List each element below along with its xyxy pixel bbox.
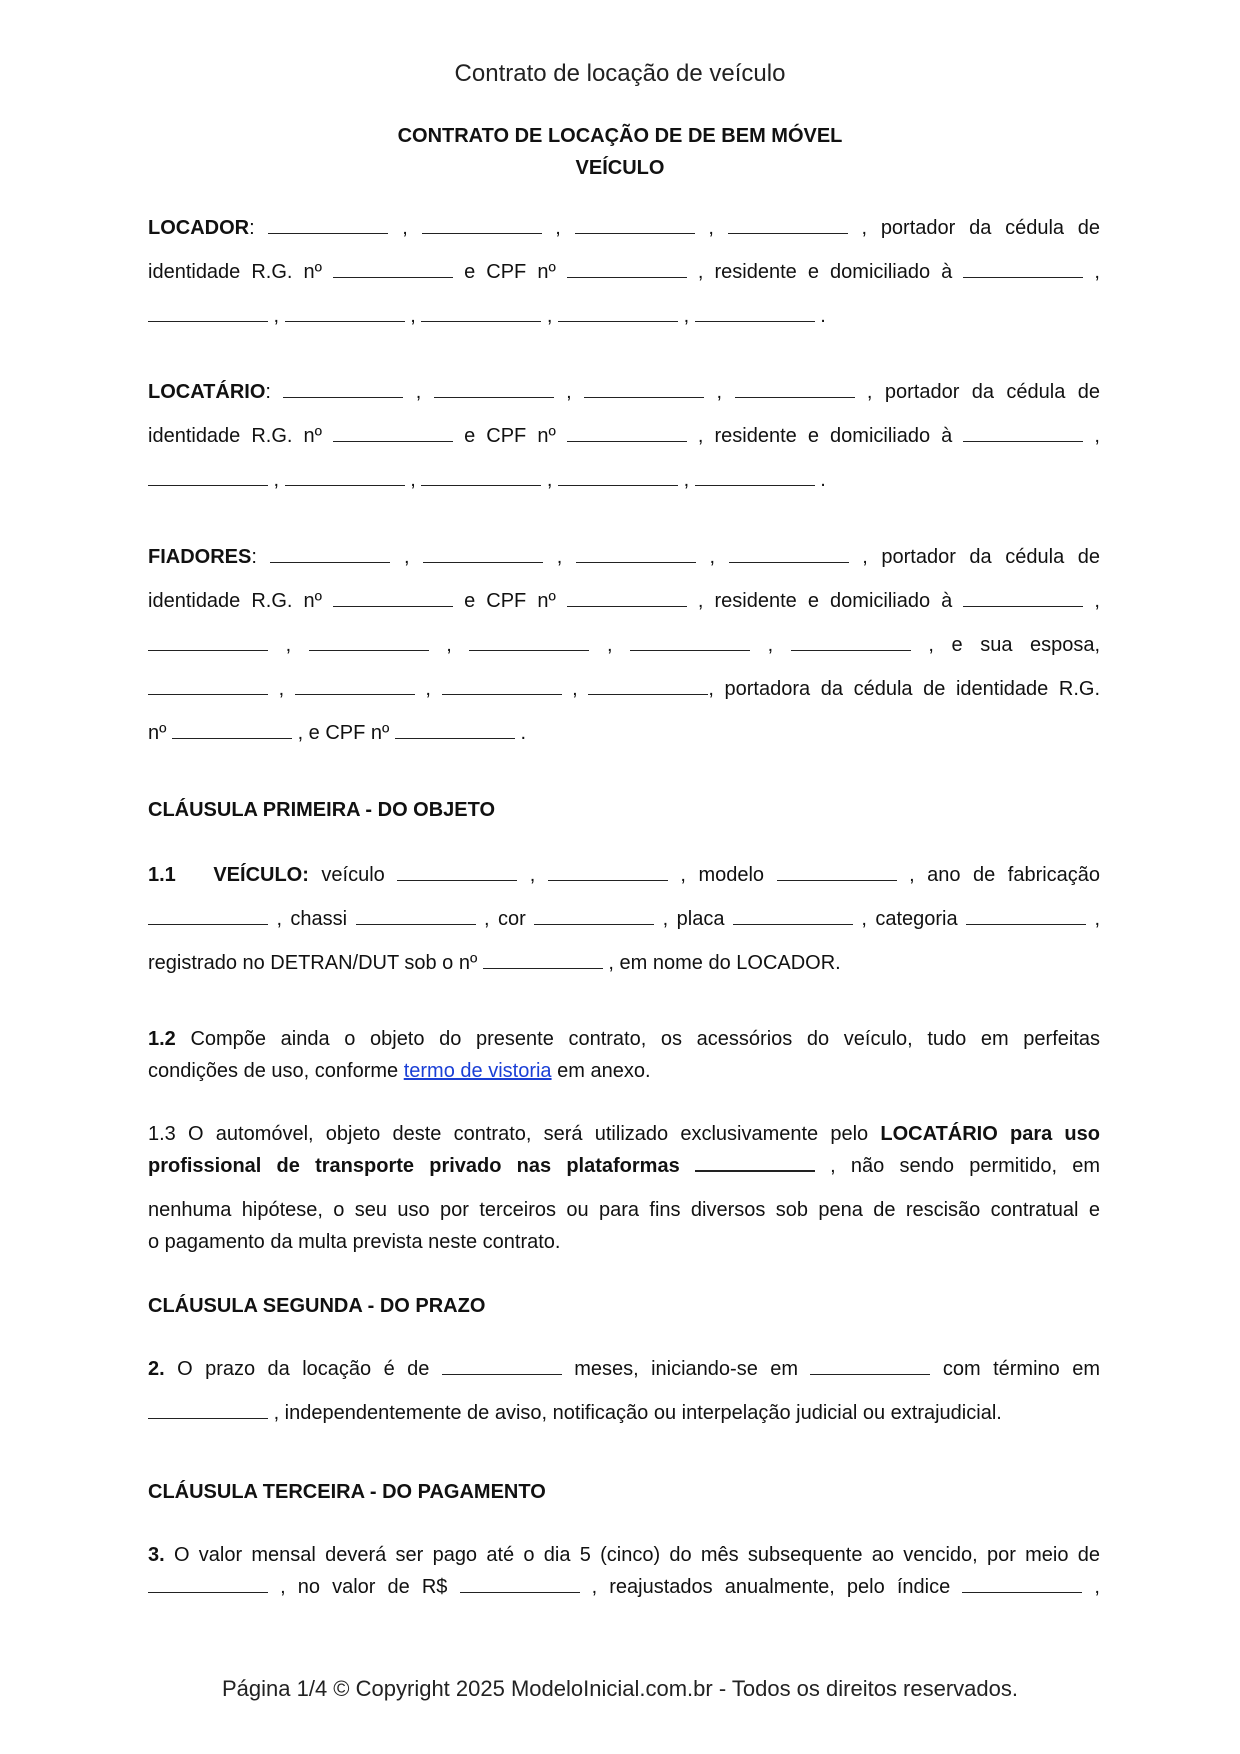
blank [356,908,476,925]
fiadores-line-4: , , , , portadora da cédula de identidade R.G. [148,675,1100,703]
text-segment: e CPF nº [464,261,556,283]
blank [966,908,1086,925]
blank [810,1358,930,1375]
locatario-line-1: LOCATÁRIO: , , , , portador da cédula de [148,381,1101,403]
clause-1-1-line-2 [148,905,1100,933]
blank [558,469,678,486]
clause-number: 3. [148,1544,165,1566]
text-segment: identidade R.G. nº [148,425,322,447]
termo-de-vistoria-link[interactable]: termo de vistoria [403,1060,552,1082]
blank [576,546,696,563]
text-segment: , [1094,1576,1100,1598]
text-segment: , independentemente de aviso, notificação ou interpelação judicial ou extrajudicial. [273,1402,1002,1424]
blank [567,590,687,607]
clause-1-3-line-1 [148,1120,1100,1148]
fiadores-line-1-tail: portador da cédula de [881,546,1101,568]
clause-1-1-line-3 [148,949,1100,977]
locador-line-3: , , , , . [148,302,1100,330]
blank [148,634,268,651]
text-segment: , [1094,261,1100,283]
clause-number: 1.2 [148,1028,176,1050]
blank [422,217,542,234]
clause-number: 2. [148,1358,165,1380]
text-segment: nº [148,722,167,744]
text-segment: meses, iniciando-se em [574,1358,799,1380]
blank [442,1358,562,1375]
blank [791,634,911,651]
blank [962,1576,1082,1593]
blank [584,381,704,398]
clause-1-2-line-1 [148,1025,1100,1053]
blank [558,305,678,322]
blank [333,590,453,607]
fiadores-line-3: , , , , , e sua esposa, [148,631,1100,659]
fiadores-label: FIADORES [148,546,252,568]
text-segment: , categoria [861,908,958,930]
title-line-2: VEÍCULO [575,157,665,179]
text-segment: identidade R.G. nº [148,261,322,283]
text-segment: e CPF nº [464,590,556,612]
title-line-1: CONTRATO DE LOCAÇÃO DE DE BEM MÓVEL [397,125,843,147]
text-segment: , cor [484,908,526,930]
locador-label: LOCADOR [148,217,250,239]
text-segment: profissional de transporte privado nas plataformas [148,1155,680,1177]
text-segment: . [520,722,527,744]
blank [148,305,268,322]
clause-number: 1.1 [148,864,176,886]
blank [728,217,848,234]
blank [630,634,750,651]
text-segment: , não sendo permitido, em [830,1155,1101,1177]
blank [434,381,554,398]
text-segment: , chassi [276,908,348,930]
blank [309,634,429,651]
blank [575,217,695,234]
locatario-line-1-tail: portador da cédula de [884,381,1101,403]
blank [148,1576,268,1593]
locador-line-1: LOCADOR: , , , , portador da cédula de [148,217,1101,239]
clause-1-3-line-3: nenhuma hipótese, o seu uso por terceiros ou para fins diversos sob pena de rescisão contratual e [148,1199,1100,1221]
locatario-label: LOCATÁRIO [148,381,266,403]
blank [460,1576,580,1593]
clause-1-2-line-2 [148,1057,1100,1085]
clause-2-line-2 [148,1399,1100,1427]
text-segment: LOCATÁRIO para uso [880,1123,1100,1145]
document-header: Contrato de locação de veículo [454,60,786,87]
fiadores-line-3-tail: e sua esposa, [951,634,1101,656]
blank [172,722,292,739]
blank [963,261,1083,278]
blank [270,546,390,563]
text-segment: , [1094,908,1101,930]
blank [695,1154,815,1172]
blank [588,678,708,695]
text-segment: O prazo da locação é de [177,1358,430,1380]
fiadores-line-4-tail: , portadora da cédula de identidade R.G. [708,678,1101,700]
text-segment: e CPF nº [464,425,556,447]
blank [567,261,687,278]
clause-1-3-line-2 [148,1152,1100,1180]
blank [148,1402,268,1419]
text-segment: , e CPF nº [297,722,390,744]
clause-1-3-line-4: o pagamento da multa prevista neste contrato. [148,1231,561,1253]
locatario-line-3: , , , , . [148,466,1100,494]
blank [268,217,388,234]
text-segment: com término em [942,1358,1100,1380]
clause-label: VEÍCULO: [213,864,309,886]
blank [777,864,897,881]
blank [469,634,589,651]
fiadores-line-1: FIADORES: , , , , portador da cédula de [148,546,1101,568]
clause-3-line-1 [148,1541,1100,1569]
blank [285,469,405,486]
text-segment: 1.3 O automóvel, objeto deste contrato, será utilizado exclusivamente pelo [148,1123,869,1145]
fiadores-line-5 [148,719,1100,747]
text-segment: , em nome do LOCADOR. [608,952,841,974]
blank [295,678,415,695]
locador-line-1-tail: portador da cédula de [880,217,1101,239]
locatario-line-2 [148,422,1100,450]
text-segment: identidade R.G. nº [148,590,322,612]
page-footer: Página 1/4 © Copyright 2025 ModeloInicial.com.br - Todos os direitos reservados. [222,1676,1018,1701]
clausula-primeira-heading: CLÁUSULA PRIMEIRA - DO OBJETO [148,799,496,821]
blank [148,469,268,486]
blank [395,722,515,739]
blank [729,546,849,563]
blank [483,952,603,969]
blank [548,864,668,881]
text-segment: Compõe ainda o objeto do presente contrato, os acessórios do veículo, tudo em perfeitas [190,1028,1101,1050]
blank [148,678,268,695]
blank [695,469,815,486]
clausula-segunda-heading: CLÁUSULA SEGUNDA - DO PRAZO [148,1295,486,1317]
text-segment: em anexo. [557,1060,651,1082]
blank [148,908,268,925]
text-segment: , [1094,590,1100,612]
text-segment: condições de uso, conforme [148,1060,399,1082]
blank [333,261,453,278]
text-segment: , placa [662,908,725,930]
text-segment: registrado no DETRAN/DUT sob o nº [148,952,478,974]
blank [421,469,541,486]
blank [695,305,815,322]
locador-line-2 [148,258,1100,286]
clausula-terceira-heading: CLÁUSULA TERCEIRA - DO PAGAMENTO [148,1481,546,1503]
clause-2-line-1 [148,1355,1100,1383]
blank [963,425,1083,442]
blank [534,908,654,925]
blank [283,381,403,398]
text-segment: veículo [321,864,385,886]
text-segment: , residente e domiciliado à [697,425,953,447]
blank [442,678,562,695]
blank [421,305,541,322]
document-title [0,120,1240,184]
blank [423,546,543,563]
text-segment: , [1094,425,1100,447]
blank [735,381,855,398]
text-segment: , no valor de R$ [280,1576,448,1598]
blank [333,425,453,442]
blank [963,590,1083,607]
clause-1-1-line-1: 1.1 VEÍCULO: veículo , , modelo , ano de fabricação [148,864,1101,886]
text-segment: , reajustados anualmente, pelo índice [591,1576,951,1598]
text-segment: , residente e domiciliado à [697,261,953,283]
blank [285,305,405,322]
blank [567,425,687,442]
blank [733,908,853,925]
text-segment: , residente e domiciliado à [697,590,953,612]
text-segment: , ano de fabricação [909,864,1101,886]
text-segment: modelo [698,864,765,886]
text-segment: O valor mensal deverá ser pago até o dia 5 (cinco) do mês subsequente ao vencido, por meio de [173,1544,1100,1566]
blank [397,864,517,881]
clause-3-line-2 [148,1573,1100,1601]
fiadores-line-2 [148,587,1100,615]
